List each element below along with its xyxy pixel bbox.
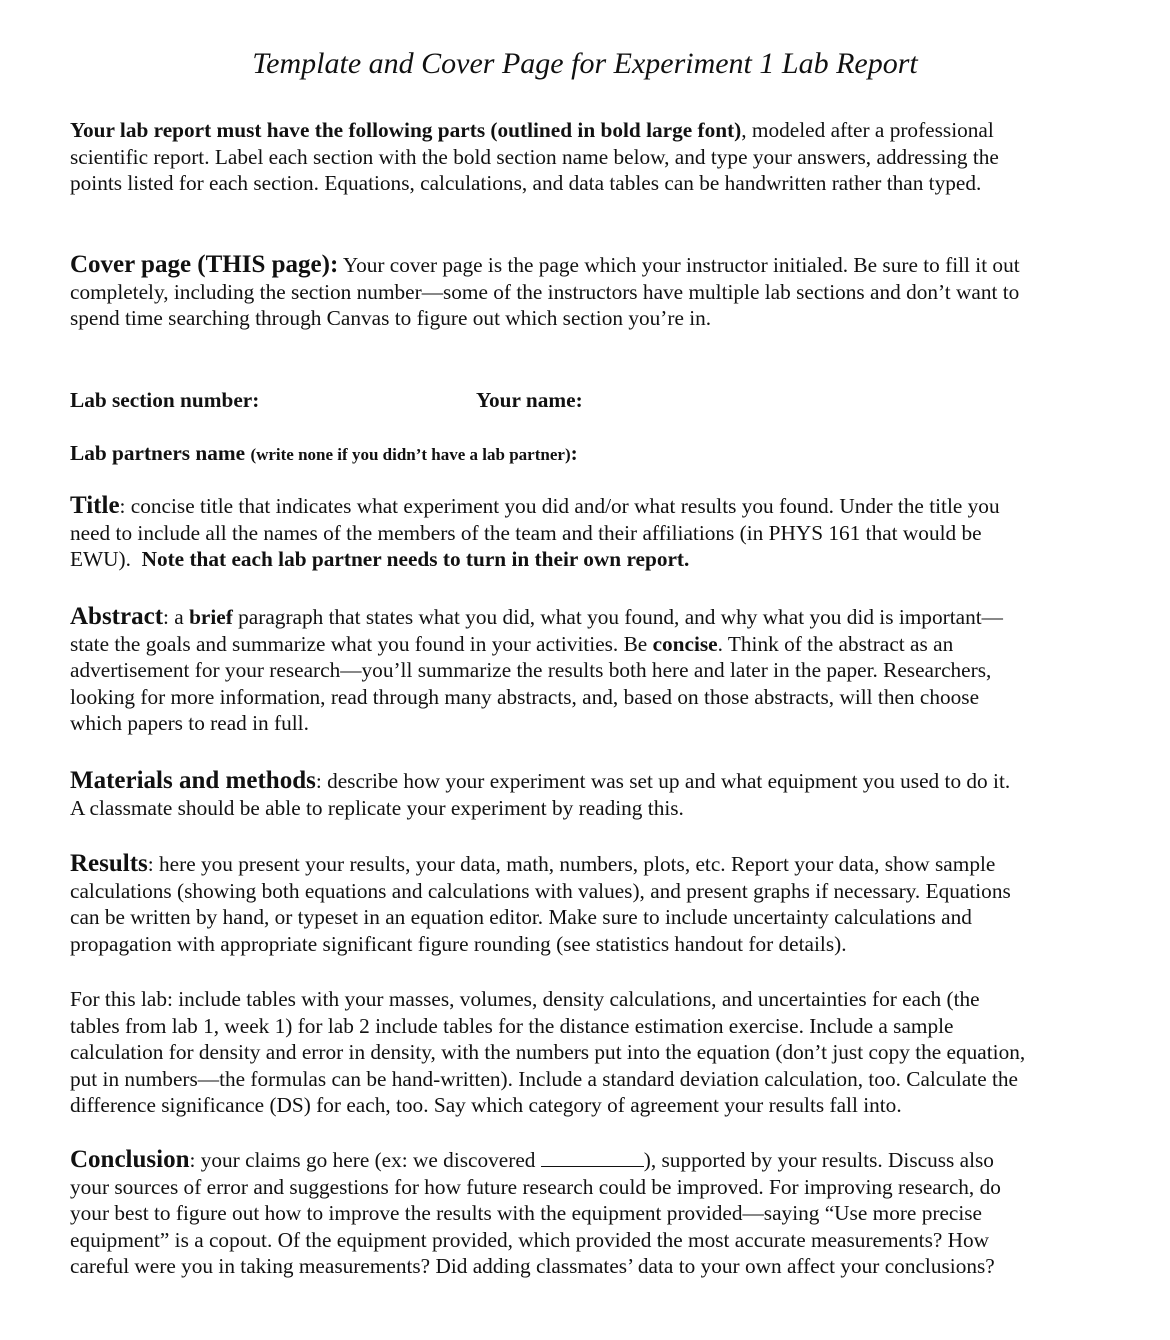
intro-line1-text: , modeled after a professional — [741, 118, 994, 142]
cover-line2-text: completely, including the section number—some of the instructors have multiple lab sections and don’t want to — [70, 279, 1020, 304]
this-lab-paragraph — [70, 986, 1110, 1119]
this-lab-line1-text: For this lab: include tables with your masses, volumes, density calculations, and uncertainties for each (the — [70, 987, 980, 1011]
results-line4-text: propagation with appropriate significant figure rounding (see statistics handout for details). — [70, 931, 847, 956]
this-lab-line3-text: calculation for density and error in density, with the numbers put into the equation (don’t just copy the equation, — [70, 1040, 1026, 1064]
abstract-concise-text: concise — [652, 631, 718, 656]
results-line3-text: can be written by hand, or typeset in an equation editor. Make sure to include uncertainty calculations and — [70, 905, 972, 929]
abstract-line2a-text: state the goals and summarize what you found in your activities. Be — [70, 631, 653, 656]
cover-paragraph — [70, 252, 1110, 332]
conclusion-line1b-text: ), supported by your results. Discuss also — [643, 1148, 994, 1172]
intro-paragraph — [70, 117, 1110, 197]
conclusion-line1a-text: : your claims go here (ex: we discovered — [189, 1148, 541, 1172]
title-section-line2-text: need to include all the names of the members of the team and their affiliations (in PHYS 161 that would be — [70, 520, 982, 545]
conclusion-line4-text: equipment” is a copout. Of the equipment provided, which provided the most accurate measurements? How — [70, 1227, 990, 1252]
title-section-heading: Title — [70, 492, 120, 519]
abstract-line3-text: advertisement for your research—you’ll summarize the results both here and later in the paper. Researchers, — [70, 658, 992, 682]
cover-heading: Cover page (THIS page): — [70, 251, 339, 278]
results-line2-text: calculations (showing both equations and calculations with values), and present graphs if necessary. Equations — [70, 878, 1011, 903]
lab-partners-label-text: Lab partners name — [70, 441, 246, 465]
lab-section-number-label: Lab section number: — [70, 388, 260, 412]
lab-partners-colon: : — [570, 441, 578, 465]
materials-paragraph — [70, 768, 1110, 821]
title-section-note: Note that each lab partner needs to turn in their own report. — [141, 547, 690, 571]
title-section-line1-text: : concise title that indicates what experiment you did and/or what results you found. Under the title you — [119, 494, 1000, 518]
lab-partners-note: (write none if you didn’t have a lab partner) — [250, 445, 571, 464]
materials-heading: Materials and methods — [70, 767, 316, 794]
title-section-paragraph — [70, 493, 1110, 573]
materials-line1-text: : describe how your experiment was set up and what equipment you used to do it. — [315, 769, 1011, 793]
abstract-brief-text: brief — [189, 605, 233, 629]
intro-line3-text: points listed for each section. Equations, calculations, and data tables can be handwritten rather than typed. — [70, 171, 982, 195]
cover-line3-text: spend time searching through Canvas to figure out which section you’re in. — [70, 306, 712, 330]
title-section-line3-text: EWU). — [70, 547, 142, 571]
your-name-label: Your name: — [476, 388, 583, 412]
conclusion-paragraph — [70, 1147, 1110, 1280]
conclusion-line3-text: your best to figure out how to improve the results with the equipment provided—saying “Use more precise — [70, 1201, 983, 1225]
this-lab-line2-text: tables from lab 1, week 1) for lab 2 include tables for the distance estimation exercise. Include a sample — [70, 1013, 954, 1038]
intro-line2-text: scientific report. Label each section with the bold section name below, and type your answers, addressing the — [70, 144, 999, 169]
abstract-line5-text: which papers to read in full. — [70, 711, 309, 735]
this-lab-line5-text: difference significance (DS) for each, too. Say which category of agreement your results fall into. — [70, 1093, 902, 1117]
lab-partners-label — [70, 440, 578, 468]
document-title: Template and Cover Page for Experiment 1 Lab Report — [252, 47, 918, 80]
abstract-line1a-text: : a — [163, 605, 190, 629]
this-lab-line4-text: put in numbers—the formulas can be hand-written). Include a standard deviation calculation, too. Calculate the — [70, 1066, 1018, 1091]
abstract-line4-text: looking for more information, read through many abstracts, and, based on those abstracts, will then choose — [70, 684, 980, 709]
abstract-paragraph — [70, 604, 1110, 737]
results-paragraph — [70, 851, 1110, 957]
abstract-heading: Abstract — [70, 603, 164, 630]
results-heading: Results — [70, 850, 148, 877]
fill-in-blank — [541, 1148, 644, 1167]
conclusion-heading: Conclusion — [70, 1146, 190, 1173]
materials-line2-text: A classmate should be able to replicate your experiment by reading this. — [70, 795, 684, 820]
conclusion-line2-text: your sources of error and suggestions for how future research could be improved. For improving research, do — [70, 1174, 1001, 1199]
intro-bold-text: Your lab report must have the following parts (outlined in bold large font) — [70, 118, 742, 142]
abstract-line1b-text: paragraph that states what you did, what you found, and why what you did is important— — [232, 605, 1003, 629]
results-line1-text: : here you present your results, your data, math, numbers, plots, etc. Report your data, show sample — [147, 852, 996, 876]
cover-line1-text: Your cover page is the page which your instructor initialed. Be sure to fill it out — [338, 253, 1020, 277]
abstract-line2b-text: . Think of the abstract as an — [717, 631, 954, 656]
conclusion-line5-text: careful were you in taking measurements? Did adding classmates’ data to your own affect your conclusions? — [70, 1254, 995, 1278]
